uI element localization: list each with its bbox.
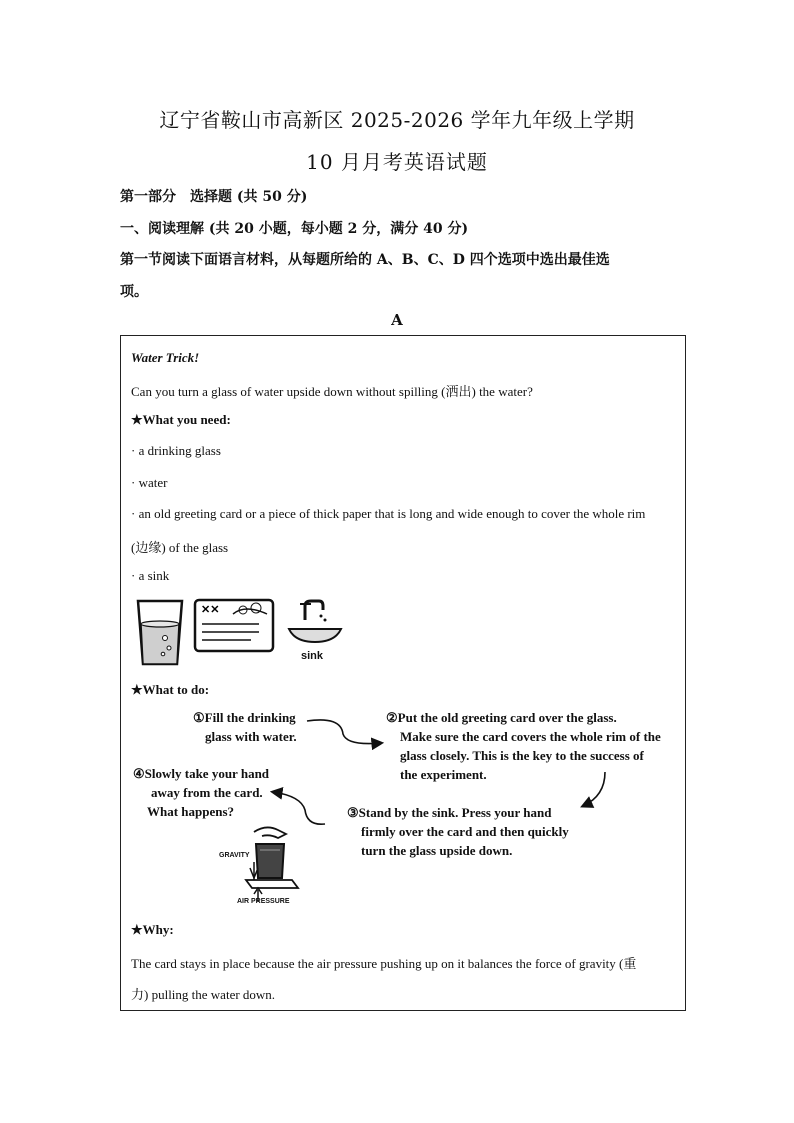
todo-heading: ★What to do: <box>131 682 210 697</box>
gravity-experiment-icon <box>216 822 316 904</box>
step-2-line: ②Put the old greeting card over the glass. <box>386 710 617 725</box>
passage-box <box>120 335 686 1011</box>
why-line-2: 力) pulling the water down. <box>131 987 276 1002</box>
why-line-1: The card stays in place because the air pressure pushing up on it balances the force of gravity (重 <box>131 956 637 971</box>
step-2-line: glass closely. This is the key to the success of <box>400 748 644 763</box>
step-3-line: firmly over the card and then quickly <box>361 824 569 839</box>
arrow-step2-to-step3 <box>583 772 605 806</box>
need-heading: ★What you need: <box>131 412 231 427</box>
need-item: · a drinking glass <box>131 443 221 458</box>
passage-title: Water Trick! <box>131 350 200 365</box>
need-item-continued: (边缘) of the glass <box>131 540 229 555</box>
arrow-step1-to-step2 <box>307 720 381 744</box>
step-arrows <box>121 336 687 896</box>
step-3-line: turn the glass upside down. <box>361 843 513 858</box>
need-item: · water <box>131 475 168 490</box>
step-2-line: the experiment. <box>400 767 487 782</box>
part-title: 第一部分 选择题 (共 50 分) <box>120 189 308 205</box>
sink-label: sink <box>301 650 324 662</box>
step-1-line: glass with water. <box>205 729 297 744</box>
document-title-line1: 辽宁省鞍山市高新区 2025-2026 学年九年级上学期 <box>159 108 635 132</box>
passage-letter: A <box>391 311 403 329</box>
step-4-line: away from the card. <box>151 785 263 800</box>
step-4-line: What happens? <box>147 804 235 819</box>
why-heading: ★Why: <box>131 922 174 937</box>
instruction-line-2: 项。 <box>120 284 148 300</box>
passage-intro: Can you turn a glass of water upside down without spilling (洒出) the water? <box>131 384 533 399</box>
step-2-line: Make sure the card covers the whole rim of the <box>400 729 661 744</box>
arrow-step3-to-step4 <box>273 792 325 824</box>
step-4-line: ④Slowly take your hand <box>133 766 270 781</box>
need-item: · a sink <box>131 568 170 583</box>
document-title-line2: 10 月月考英语试题 <box>306 150 488 174</box>
step-3-line: ③Stand by the sink. Press your hand <box>347 805 552 820</box>
step-1-line: ①Fill the drinking <box>193 710 296 725</box>
gravity-label: GRAVITY <box>219 852 250 859</box>
svg-text:✕✕: ✕✕ <box>201 604 220 616</box>
section-title: 一、阅读理解 (共 20 小题，每小题 2 分，满分 40 分) <box>120 221 469 237</box>
need-item: · an old greeting card or a piece of thick paper that is long and wide enough to cover the whole rim <box>131 506 646 521</box>
air-pressure-label: AIR PRESSURE <box>237 898 290 905</box>
instruction-line-1: 第一节阅读下面语言材料，从每题所给的 A、B、C、D 四个选项中选出最佳选 <box>120 252 610 268</box>
